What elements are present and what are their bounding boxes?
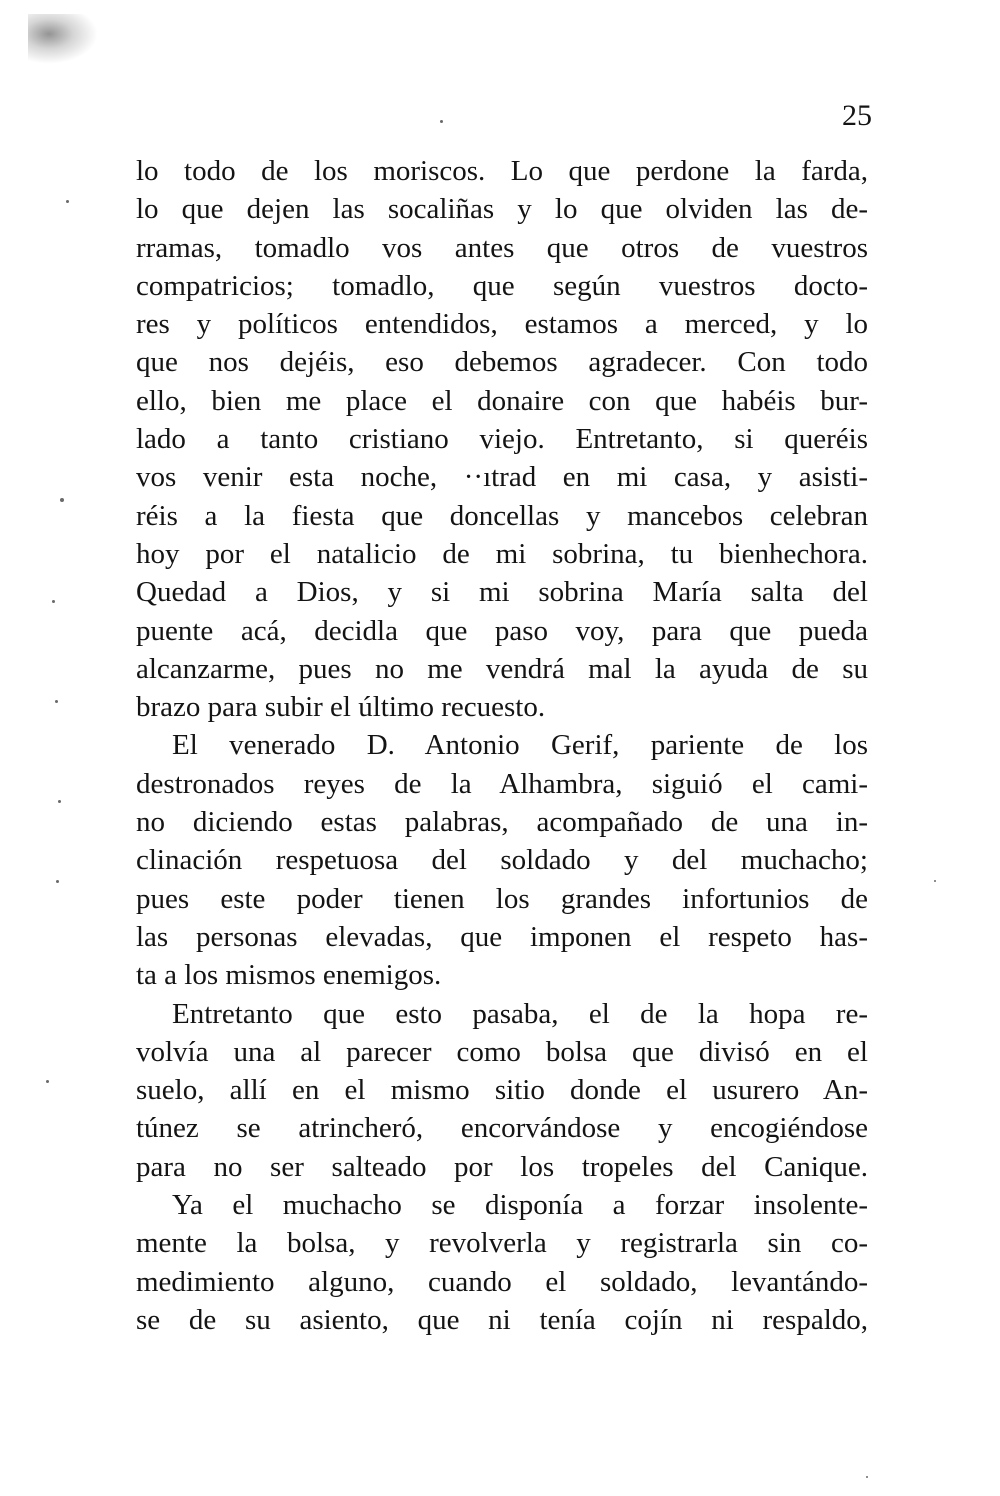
text-line: se de su asiento, que ni tenía cojín ni respaldo, xyxy=(136,1303,868,1336)
scan-speck xyxy=(934,880,936,882)
text-line: destronados reyes de la Alhambra, siguió el cami- xyxy=(136,767,868,800)
text-line: puente acá, decidla que paso voy, para que pueda xyxy=(136,614,868,647)
text-line: que nos dejéis, eso debemos agradecer. Con todo xyxy=(136,346,868,379)
scan-speck xyxy=(55,700,58,703)
text-line: las personas elevadas, que imponen el respeto has- xyxy=(136,920,868,953)
scan-speck xyxy=(60,498,64,502)
text-line: El venerado D. Antonio Gerif, pariente de los xyxy=(172,729,868,762)
text-line: hoy por el natalicio de mi sobrina, tu bienhechora. xyxy=(136,537,868,570)
text-line: réis a la fiesta que doncellas y mancebos celebran xyxy=(136,499,868,532)
text-line: ta a los mismos enemigos. xyxy=(136,959,442,992)
scan-speck xyxy=(46,1080,49,1083)
text-line: res y políticos entendidos, estamos a merced, y lo xyxy=(136,308,868,341)
text-line: para no ser salteado por los tropeles del Canique. xyxy=(136,1150,868,1183)
scan-speck xyxy=(66,200,69,203)
text-line: Entretanto que esto pasaba, el de la hopa re- xyxy=(172,997,868,1030)
text-line: volvía una al parecer como bolsa que divisó en el xyxy=(136,1035,868,1068)
text-line: Ya el muchacho se disponía a forzar insolente- xyxy=(172,1189,868,1222)
text-line: Quedad a Dios, y si mi sobrina María salta del xyxy=(136,576,868,609)
text-line: no diciendo estas palabras, acompañado de una in- xyxy=(136,806,868,839)
text-line: mente la bolsa, y revolverla y registrarla sin co- xyxy=(136,1227,868,1260)
text-line: ello, bien me place el donaire con que habéis bur- xyxy=(136,384,868,417)
text-line: suelo, allí en el mismo sitio donde el usurero An- xyxy=(136,1074,868,1107)
scan-speck xyxy=(440,120,443,123)
text-line: alcanzarme, pues no me vendrá mal la ayuda de su xyxy=(136,652,868,685)
text-line: compatricios; tomadlo, que según vuestros docto- xyxy=(136,269,868,302)
text-line: medimiento alguno, cuando el soldado, levantándo- xyxy=(136,1265,868,1298)
text-line: túnez se atrincheró, encorvándose y encogiéndose xyxy=(136,1112,868,1145)
scan-speck xyxy=(56,880,59,883)
text-line: lado a tanto cristiano viejo. Entretanto, si queréis xyxy=(136,423,868,456)
text-line: vos venir esta noche, ··ıtrad en mi casa, y asisti- xyxy=(136,461,868,494)
text-line: rramas, tomadlo vos antes que otros de vuestros xyxy=(136,231,868,264)
text-line: brazo para subir el último recuesto. xyxy=(136,691,546,724)
text-line: pues este poder tienen los grandes infortunios de xyxy=(136,882,868,915)
page-number: 25 xyxy=(842,99,872,132)
scan-smudge xyxy=(28,14,98,64)
body-text xyxy=(136,152,868,1339)
text-line: lo todo de los moriscos. Lo que perdone la farda, xyxy=(136,155,868,187)
scan-speck xyxy=(58,800,61,803)
text-line: lo que dejen las socaliñas y lo que olviden las de- xyxy=(136,193,868,226)
scan-speck xyxy=(866,1476,868,1478)
text-line: clinación respetuosa del soldado y del muchacho; xyxy=(136,844,868,877)
scan-speck xyxy=(52,600,55,603)
